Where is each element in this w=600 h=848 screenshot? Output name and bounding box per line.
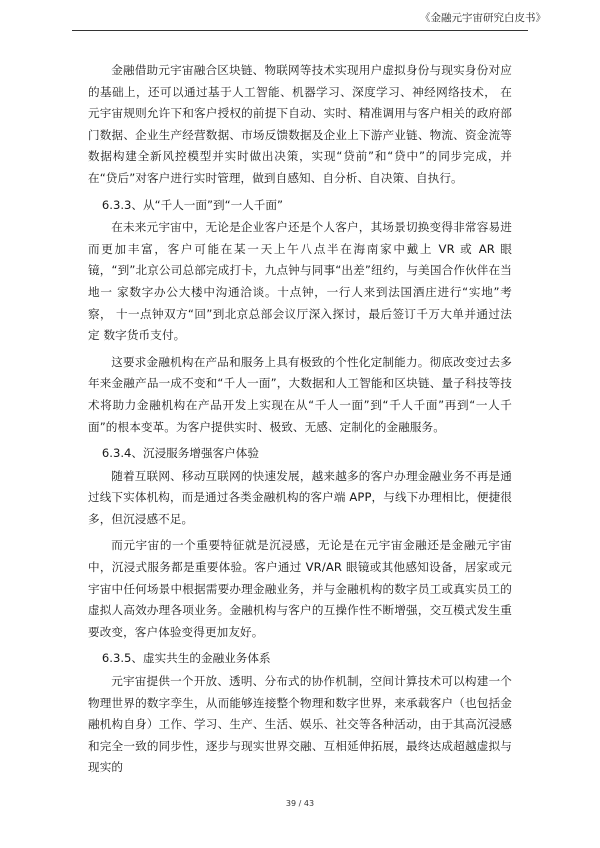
section-heading: 6.3.3、从“千人一面”到“一人千面” [101,197,283,212]
section-heading: 6.3.4、沉浸服务增强客户体验 [101,446,259,461]
body-paragraph: 金融借助元宇宙融合区块链、物联网等技术实现用户虚拟身份与现实身份对应的基础上，还可以通过基于人工智能、机器学习、深度学习、神经网络技术， 在元宇宙规则允许下和客户授权的前提下自动、实时、精准调用与客户相关的政府部门数据、企业生产经营数据、市场反馈数据及企业上下游产业链、物流、资金流等数据构建全新风控模型并实时做出决策，实现“贷前”和“贷中”的同步完成，并在“贷后”对客户进行实时管理，做到自感知、自分析、自决策、自执行。 [88,63,512,185]
body-paragraph: 元宇宙提供一个开放、透明、分布式的协作机制，空间计算技术可以构建一个物理世界的数字孪生，从而能够连接整个物理和数字世界，来承载客户（也包括金融机构自身）工作、学习、生产、生活、娱乐、社交等各种活动，由于其高沉浸感和完全一致的同步性，逐步与现实世界交融、互相延伸拓展，最终达成超越虚拟与现实的 [88,674,512,775]
body-paragraph: 而元宇宙的一个重要特征就是沉浸感，无论是在元宇宙金融还是金融元宇宙中，沉浸式服务都是重要体验。客户通过 VR/AR 眼镜或其他感知设备，居家或元宇宙中任何场景中根据需要办理金融业务，并与金融机构的数字员工或真实员工的虚拟人高效办理各项业务。金融机构与客户的互操作性不断增强，交互模式发生重要改变，客户体验变得更加友好。 [88,538,512,639]
body-paragraph: 随着互联网、移动互联网的快速发展，越来越多的客户办理金融业务不再是通过线下实体机构，而是通过各类金融机构的客户端 APP，与线下办理相比，便捷很多，但沉浸感不足。 [88,468,512,526]
page-number: 39 / 43 [285,799,315,808]
body-paragraph: 在未来元宇宙中，无论是企业客户还是个人客户，其场景切换变得非常容易进而更加丰富，客户可能在某一天上午八点半在海南家中戴上 VR 或 AR 眼镜，“到”北京公司总部完成打卡，九点钟与同事“出差”纽约，与美国合作伙伴在当地一 家数字办公大楼中沟通洽谈。十点钟，一行人来到法国酒庄进行“实地”考察， 十一点钟双方“回”到北京总部会议厅深入探讨，最后签订千万大单并通过法定 数字货币支付。 [88,220,512,343]
body-paragraph: 这要求金融机构在产品和服务上具有极致的个性化定制能力。彻底改变过去多年来金融产品一成不变和“千人一面”，大数据和人工智能和区块链、量子科技等技术将助力金融机构在产品开发上实现在从“千人一面”到“千人千面”再到“一人千面”的根本变革。为客户提供实时、极致、无感、定制化的金融服务。 [88,354,512,434]
running-header: 《金融元宇宙研究白皮书》 [420,12,546,24]
section-heading: 6.3.5、虚实共生的金融业务体系 [101,651,271,666]
header-divider [72,30,528,31]
document-body [88,60,512,784]
